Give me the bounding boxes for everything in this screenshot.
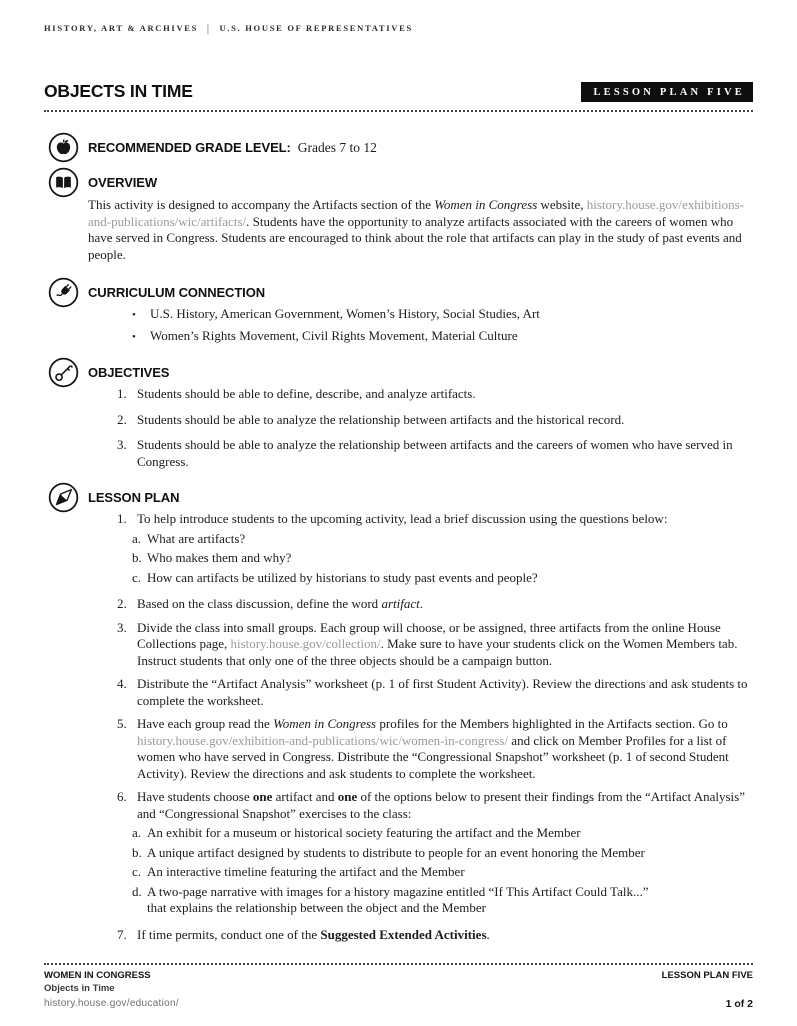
footer-plan-label: LESSON PLAN FIVE xyxy=(661,970,753,981)
list-marker: 6. xyxy=(117,789,127,804)
lesson-step xyxy=(117,620,753,670)
dotted-divider-bottom xyxy=(44,963,753,965)
footer-page-indicator: 1 of 2 xyxy=(725,998,753,1010)
section-lesson-plan xyxy=(44,482,753,943)
list-item-text: How can artifacts be utilized by historians to study past events and people? xyxy=(147,569,538,585)
lesson-step xyxy=(117,716,753,782)
list-marker: 1. xyxy=(117,386,127,401)
objectives-list xyxy=(88,386,753,470)
open-book-icon xyxy=(48,167,79,198)
list-marker: b. xyxy=(132,844,142,860)
lesson-substep xyxy=(132,825,753,842)
list-item-text: Students should be able to define, describe, and analyze artifacts. xyxy=(137,386,476,401)
list-item-text: Women’s Rights Movement, Civil Rights Movement, Material Culture xyxy=(150,327,518,343)
list-marker: 3. xyxy=(117,437,127,452)
section-curriculum-connection xyxy=(44,277,753,345)
list-item-text: Students should be able to analyze the relationship between artifacts and the historical record. xyxy=(137,411,625,427)
list-marker: c. xyxy=(132,569,142,585)
footer-lesson-title: Objects in Time xyxy=(44,983,115,994)
plug-icon xyxy=(48,277,79,308)
pen-nib-icon xyxy=(48,482,79,513)
list-item-text: An exhibit for a museum or historical society featuring the artifact and the Member xyxy=(147,825,581,840)
list-marker: a. xyxy=(132,530,142,546)
inline-link[interactable]: history.house.gov/exhibitions-and-publications/wic/artifacts/ xyxy=(88,197,745,229)
apple-icon xyxy=(48,132,79,163)
lesson-substep xyxy=(132,864,753,881)
list-item-text: An interactive timeline featuring the artifact and the Member xyxy=(147,864,465,879)
list-marker: • xyxy=(132,330,136,343)
section-objectives xyxy=(44,357,753,470)
list-marker: 7. xyxy=(117,926,127,942)
lesson-plan-badge: LESSON PLAN FIVE xyxy=(581,82,753,102)
list-item-text: Distribute the “Artifact Analysis” worksheet (p. 1 of first Student Activity). Review the directions and ask students to complete the worksheet. xyxy=(137,676,748,708)
bullet-item xyxy=(132,328,753,346)
footer-series-title: WOMEN IN CONGRESS xyxy=(44,970,151,981)
list-marker: c. xyxy=(132,864,142,879)
curriculum-list xyxy=(88,306,753,345)
section-overview xyxy=(44,167,753,263)
list-item-text: Divide the class into small groups. Each group will choose, or be assigned, three artifacts from the online House Collections page, history.house.gov/collection/. Make sure to have your students click on the Women Members tab. Instruct students that only one of the three objects should be a campaign button. xyxy=(137,619,738,668)
masthead-left: HISTORY, ART & ARCHIVES xyxy=(44,23,199,33)
list-marker: a. xyxy=(132,825,142,840)
list-item-text: U.S. History, American Government, Women’s History, Social Studies, Art xyxy=(150,306,540,321)
list-item-text: What are artifacts? xyxy=(147,530,246,546)
lesson-plan-list xyxy=(88,511,753,943)
masthead xyxy=(44,0,753,33)
overview-paragraph: This activity is designed to accompany the Artifacts section of the Women in Congress website, history.house.gov/exhibitions-and-publications/wic/artifacts/. Students have the opportunity to analyze artifacts associated with the careers of women who have served in Congress. Students are encouraged to think about the role that artifacts can play in the study of past events and people. xyxy=(88,197,745,262)
grade-level-heading: RECOMMENDED GRADE LEVEL: xyxy=(88,140,291,155)
inline-link[interactable]: history.house.gov/collection/ xyxy=(230,636,381,651)
lesson-substep xyxy=(132,570,753,587)
masthead-right: U.S. HOUSE OF REPRESENTATIVES xyxy=(219,23,413,33)
lesson-step xyxy=(117,596,753,613)
section-grade-level xyxy=(44,132,753,156)
list-marker: 5. xyxy=(117,716,127,731)
objectives-heading: OBJECTIVES xyxy=(88,365,170,380)
lesson-substep-list xyxy=(132,531,753,587)
page-footer xyxy=(44,963,753,1010)
list-marker: d. xyxy=(132,883,142,899)
objective-item xyxy=(117,412,753,429)
bullet-item xyxy=(132,306,753,324)
objective-item xyxy=(117,437,753,470)
key-icon xyxy=(48,357,79,388)
list-marker: 4. xyxy=(117,676,127,691)
list-item-text: Students should be able to analyze the relationship between artifacts and the careers of women who have served in Congress. xyxy=(137,437,733,469)
list-item-text: Based on the class discussion, define the word artifact. xyxy=(137,596,423,611)
list-item-text: If time permits, conduct one of the Suggested Extended Activities. xyxy=(137,926,490,942)
page-title: OBJECTS IN TIME xyxy=(44,81,193,101)
lesson-step xyxy=(117,676,753,709)
list-item-text: Have each group read the Women in Congress profiles for the Members highlighted in the Artifacts section. Go to history.house.gov/exhibition-and-publications/wic/women-in-congress/ and click on Member Profiles for a list of women who have served in Congress. Distribute the “Congressional Snapshot” worksheet (p. 1 of second Student Activity). Review the directions and ask students to complete the worksheet. xyxy=(137,716,729,781)
lesson-step xyxy=(117,511,753,589)
list-item-text: To help introduce students to the upcoming activity, lead a brief discussion using the questions below: a. What are artifacts? b. Who makes them and why? c. How can artifacts be utilized by historians to study past events and people? xyxy=(137,511,753,589)
lesson-step xyxy=(117,789,753,920)
list-item-text: A unique artifact designed by students to distribute to people for an event honoring the Member xyxy=(147,844,645,860)
lesson-step xyxy=(117,927,753,944)
title-row xyxy=(44,81,753,102)
list-item-text: Who makes them and why? xyxy=(147,550,292,565)
list-marker: • xyxy=(132,309,136,321)
list-item-text: A two-page narrative with images for a history magazine entitled “If This Artifact Could Talk...” that explains the relationship between the object and the Member xyxy=(147,883,649,915)
overview-heading: OVERVIEW xyxy=(88,175,158,190)
list-marker: 2. xyxy=(117,596,127,611)
inline-link[interactable]: history.house.gov/exhibition-and-publications/wic/women-in-congress/ xyxy=(137,732,509,748)
list-marker: b. xyxy=(132,550,142,565)
lesson-plan-heading: LESSON PLAN xyxy=(88,490,180,505)
list-marker: 2. xyxy=(117,411,127,427)
lesson-substep xyxy=(132,550,753,567)
curriculum-heading: CURRICULUM CONNECTION xyxy=(88,285,265,300)
objective-item xyxy=(117,386,753,403)
footer-site-url[interactable]: history.house.gov/education/ xyxy=(44,998,179,1009)
list-item-text: Have students choose one artifact and one of the options below to present their findings from the “Artifact Analysis” and “Congressional Snapshot” exercises to the class: a. An exhibit for a museum or historical society featuring the artifact and the Member b. A unique artifact designed by students to distribute to people for an event honoring the Member c. An interactive timeline featuring the artifact and the Member d. A two-page narrative with images for a history magazine entitled “If This Artifact Could Talk...” that explains the relationship between the object and the Member xyxy=(137,789,753,920)
lesson-substep xyxy=(132,845,753,862)
grade-level-value: Grades 7 to 12 xyxy=(297,140,377,155)
lesson-substep-list xyxy=(132,825,753,917)
lesson-substep xyxy=(132,531,753,548)
list-marker: 3. xyxy=(117,619,127,635)
list-marker: 1. xyxy=(117,511,127,526)
dotted-divider-top xyxy=(44,110,753,112)
masthead-separator: | xyxy=(207,21,211,35)
lesson-substep xyxy=(132,884,753,917)
